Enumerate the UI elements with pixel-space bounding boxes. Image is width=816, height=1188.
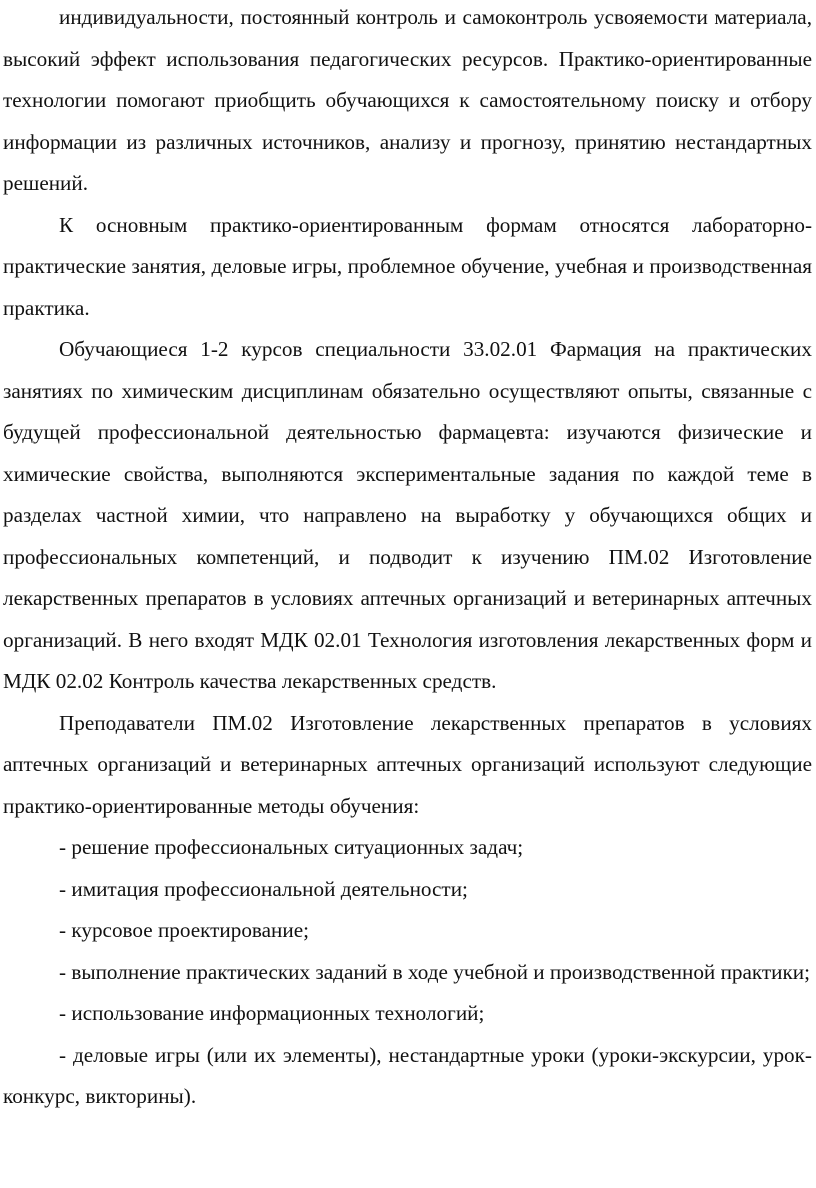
paragraph-practice-forms: К основным практико-ориентированным формам относятся лабораторно-практические занятия, деловые игры, проблемное обучение, учебная и производственная практика. — [3, 212, 812, 320]
list-item: - курсовое проектирование; — [59, 918, 310, 942]
list-item: - использование информационных технологий; — [59, 1001, 485, 1025]
paragraph-students-chemistry: Обучающиеся 1-2 курсов специальности 33.02.01 Фармация на практических занятиях по химическим дисциплинам обязательно осуществляют опыты, связанные с будущей профессиональной деятельностью фармацевта: изучаются физические и химические свойства, выполняются экспериментальные задания по каждой теме в разделах частной химии, что направлено на выработку у обучающихся общих и профессиональных компетенций, и подводит к изучению ПМ.02 Изготовление лекарственных препаратов в условиях аптечных организаций и ветеринарных аптечных организаций. В него входят МДК 02.01 Технология изготовления лекарственных форм и МДК 02.02 Контроль качества лекарственных средств. — [3, 337, 812, 693]
list-item: - выполнение практических заданий в ходе учебной и производственной практики; — [59, 959, 811, 984]
list-item: - имитация профессиональной деятельности; — [59, 876, 468, 901]
list-item: - деловые игры (или их элементы), нестандартные уроки (уроки-экскурсии, урок-конкурс, викторины). — [3, 1042, 812, 1108]
paragraph-teachers-methods: Преподаватели ПМ.02 Изготовление лекарственных препаратов в условиях аптечных организаций и ветеринарных аптечных организаций используют следующие практико-ориентированные методы обучения: — [3, 710, 812, 818]
list-item: - решение профессиональных ситуационных задач; — [59, 835, 524, 859]
paragraph-continuation: индивидуальности, постоянный контроль и самоконтроль усвояемости материала, высокий эффект использования педагогических ресурсов. Практико-ориентированные технологии помогают приобщить обучающихся к самостоятельному поиску и отбору информации из различных источников, анализу и прогнозу, принятию нестандартных решений. — [3, 5, 812, 195]
